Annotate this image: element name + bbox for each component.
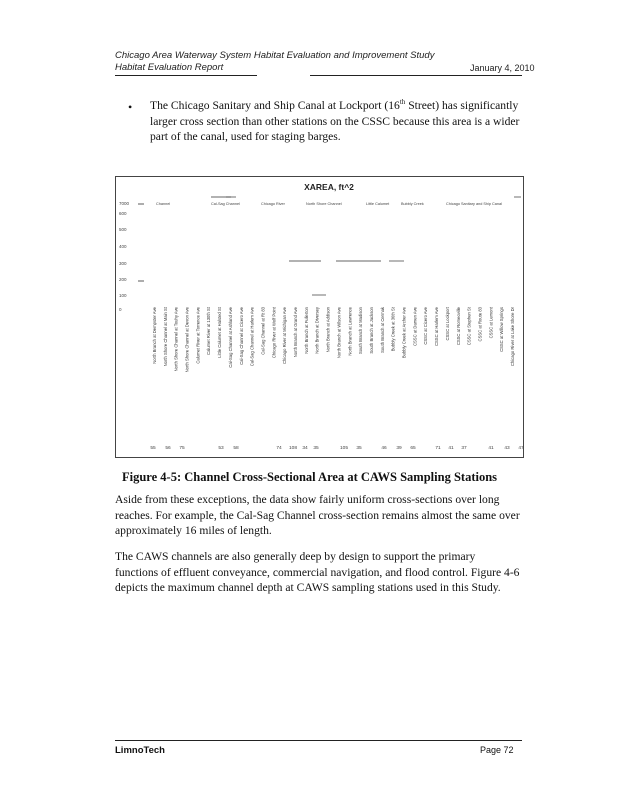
value-label: 34 xyxy=(302,446,308,451)
bullet-text-pre: The Chicago Sanitary and Ship Canal at Lockport (16 xyxy=(150,99,400,112)
y-tick-label: 300 xyxy=(119,261,127,266)
chart-legend xyxy=(156,202,502,206)
header-rule-right xyxy=(310,75,522,76)
category-label: South Branch at Jackson xyxy=(368,307,374,354)
value-label: 43 xyxy=(504,446,510,451)
chart-marks xyxy=(211,197,521,295)
chart-y-ticks xyxy=(119,201,144,312)
category-label: North Branch at Lawrence xyxy=(347,307,353,356)
category-label: North Branch at Grand Ave xyxy=(293,307,299,358)
value-label: 53 xyxy=(218,446,224,451)
y-tick-label: 600 xyxy=(119,211,127,216)
category-label: CSSC at Cicero Ave xyxy=(423,307,429,345)
value-label: 105 xyxy=(339,446,349,451)
value-label: 71 xyxy=(435,446,441,451)
category-label: North Branch at Addison xyxy=(325,307,331,353)
legend-label: Little Calumet xyxy=(366,202,390,206)
value-label: 58 xyxy=(233,446,239,451)
header-date: January 4, 2010 xyxy=(470,63,535,73)
category-label: Cal-Sag Channel at Rt 83 xyxy=(260,307,266,355)
legend-label: Chicago Sanitary and Ship Canal xyxy=(446,202,502,206)
value-label: 56 xyxy=(165,446,171,451)
category-label: North Branch at Wilson Ave xyxy=(336,307,342,359)
value-label: 35 xyxy=(356,446,362,451)
bullet-paragraph xyxy=(150,98,520,145)
legend-label: Bubbly Creek xyxy=(401,202,424,206)
category-label: North Shore Channel at Devon Ave xyxy=(184,307,190,373)
category-label: CSSC at Harlem Ave xyxy=(434,307,440,347)
value-label: 74 xyxy=(276,446,282,451)
value-label: 37 xyxy=(461,446,467,451)
category-label: CSSC at Route 83 xyxy=(477,307,483,342)
value-label: 75 xyxy=(179,446,185,451)
value-label: 108 xyxy=(288,446,298,451)
header-subtitle: Habitat Evaluation Report xyxy=(115,62,224,73)
category-label: Cal-Sag Channel at Cicero Ave xyxy=(238,307,244,365)
y-tick-label: 400 xyxy=(119,244,127,249)
bullet-text-post: Street) has significantly larger cross section than other stations on the CSSC because this area is a wider part of the canal, used for staging barges. xyxy=(150,99,520,143)
category-label: Bubbly Creek at Archer Ave xyxy=(401,307,407,359)
legend-label: Chicago River xyxy=(261,202,285,206)
category-label: North Branch at Diversey xyxy=(314,307,320,354)
category-label: North Shore Channel at Touhy Ave xyxy=(173,307,179,372)
category-label: CSSC at Lemont xyxy=(488,307,494,339)
legend-label: Cal-Sag Channel xyxy=(211,202,240,206)
category-label: Cal-Sag Channel at Ashland Ave xyxy=(227,307,233,368)
chart-value-labels xyxy=(150,445,524,451)
value-label: 65 xyxy=(410,446,416,451)
paragraph-2: The CAWS channels are also generally deep by design to support the primary functions of effluent conveyance, commercial navigation, and flood control. Figure 4-6 depicts the maximum channel depth at CAWS sampling stations used in this Study. xyxy=(115,550,520,594)
chart-svg xyxy=(116,177,523,457)
legend-label: North Shore Channel xyxy=(306,202,342,206)
bullet-marker: • xyxy=(128,100,133,114)
value-label: 46 xyxy=(381,446,387,451)
cross-section-chart xyxy=(115,176,524,458)
category-label: Cal-Sag Channel at Harlem Ave xyxy=(249,307,255,367)
value-label: 41 xyxy=(488,446,494,451)
value-label: 41 xyxy=(448,446,454,451)
category-label: CSSC at Damen Ave xyxy=(412,307,418,347)
chart-category-labels xyxy=(152,306,515,372)
category-label: North Shore Channel at Main St xyxy=(162,307,168,367)
category-label: CSSC at Willow Springs xyxy=(499,307,505,352)
category-label: CSSC at Romeoville xyxy=(455,307,461,346)
category-label: Bubbly Creek at 36th St xyxy=(390,307,396,352)
footer-page-number: Page 72 xyxy=(480,745,514,755)
y-tick-label: 500 xyxy=(119,227,127,232)
category-label: CSSC at Lockport xyxy=(444,307,450,341)
category-label: North Branch at Dempster Ave xyxy=(152,307,157,364)
value-label: 47 xyxy=(518,446,524,451)
paragraph-1: Aside from these exceptions, the data show fairly uniform cross-sections over long reaches. For example, the Cal-Sag Channel cross-section remains almost the same over approximately 16 miles of length. xyxy=(115,493,520,537)
y-tick-label: 0 xyxy=(119,307,122,312)
legend-label: Channel xyxy=(156,202,171,206)
category-label: South Branch at Cermak xyxy=(379,307,385,353)
figure-caption: Figure 4-5: Channel Cross-Sectional Area at CAWS Sampling Stations xyxy=(121,470,498,484)
category-label: CSSC at Stephen St xyxy=(466,307,472,346)
category-label: South Branch at Madison xyxy=(358,307,364,355)
y-tick-label: 7000 xyxy=(119,201,130,206)
footer-left: LimnoTech xyxy=(115,745,165,756)
footer-rule xyxy=(115,740,522,741)
chart-title: XAREA, ft^2 xyxy=(304,182,354,192)
category-label: Chicago River at Lake Shore Dr xyxy=(510,307,515,367)
header-title: Chicago Area Waterway System Habitat Evaluation and Improvement Study xyxy=(115,50,435,61)
bullet-text-sup: th xyxy=(399,98,406,107)
header-rule-left xyxy=(115,75,257,76)
value-label: 39 xyxy=(396,446,402,451)
y-tick-label: 100 xyxy=(119,293,127,298)
category-label: Chicago River at Wolf Point xyxy=(271,307,277,359)
category-label: Little Calumet at Halsted St xyxy=(217,307,223,358)
category-label: Calumet River at 130th St xyxy=(206,307,212,355)
value-label: 55 xyxy=(150,446,156,451)
category-label: Chicago River at Michigan Ave xyxy=(282,307,288,364)
value-label: 35 xyxy=(313,446,319,451)
y-tick-label: 200 xyxy=(119,277,127,282)
category-label: North Branch at Fullerton xyxy=(303,307,309,354)
category-label: Calumet River at Torrence Ave xyxy=(195,307,201,364)
